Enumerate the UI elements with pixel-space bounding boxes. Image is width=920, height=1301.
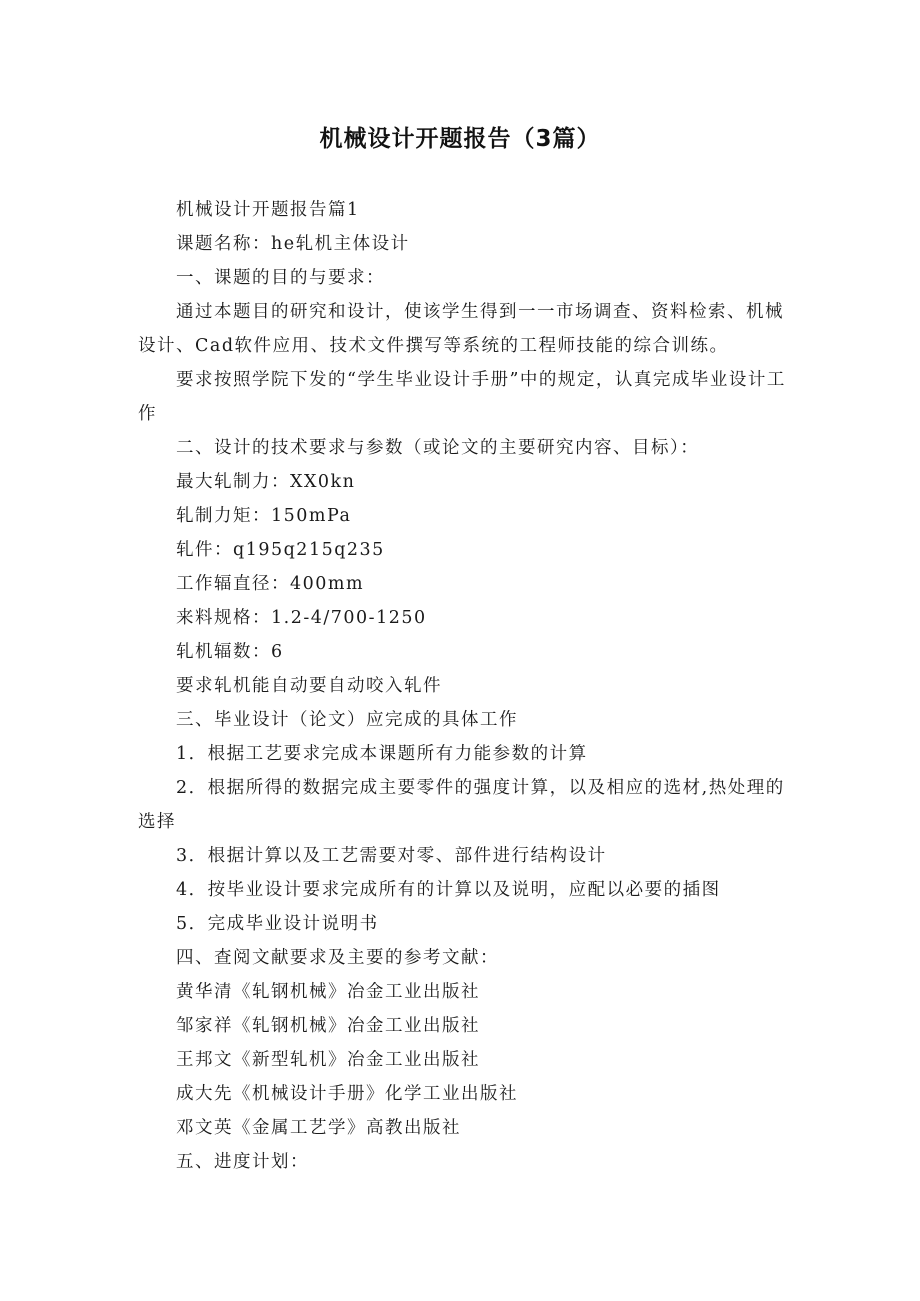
parameter-line: 轧件：q195q215q235 bbox=[176, 540, 385, 560]
parameter-line: 轧制力矩：150mPa bbox=[176, 506, 352, 526]
body-paragraph: 通过本题目的研究和设计，使该学生得到一一市场调查、资料检索、机械设计、Cad软件应用、技术文件撰写等系统的工程师技能的综合训练。 bbox=[138, 302, 784, 356]
section-heading: 三、毕业设计（论文）应完成的具体工作 bbox=[176, 710, 518, 730]
reference-item: 黄华清《轧钢机械》冶金工业出版社 bbox=[176, 982, 480, 1002]
requirement-line: 要求轧机能自动要自动咬入轧件 bbox=[176, 676, 442, 696]
reference-item: 成大先《机械设计手册》化学工业出版社 bbox=[176, 1084, 518, 1104]
work-item: 4．按毕业设计要求完成所有的计算以及说明，应配以必要的插图 bbox=[176, 880, 721, 900]
parameter-line: 工作辐直径：400mm bbox=[176, 574, 365, 594]
section-heading: 机械设计开题报告篇1 bbox=[176, 200, 360, 220]
section-heading: 一、课题的目的与要求： bbox=[176, 268, 385, 288]
parameter-line: 轧机辐数：6 bbox=[176, 642, 284, 662]
parameter-line: 来料规格：1.2-4/700-1250 bbox=[176, 608, 427, 628]
parameter-line: 最大轧制力：XX0kn bbox=[176, 472, 356, 492]
document-title: 机械设计开题报告（3篇） bbox=[319, 126, 601, 152]
reference-item: 王邦文《新型轧机》冶金工业出版社 bbox=[176, 1050, 480, 1070]
document-body bbox=[138, 193, 788, 1179]
reference-item: 邹家祥《轧钢机械》冶金工业出版社 bbox=[176, 1016, 480, 1036]
work-item: 1．根据工艺要求完成本课题所有力能参数的计算 bbox=[176, 744, 588, 764]
topic-name-line: 课题名称：he轧机主体设计 bbox=[176, 234, 410, 254]
work-item: 3．根据计算以及工艺需要对零、部件进行结构设计 bbox=[176, 846, 607, 866]
work-item: 2．根据所得的数据完成主要零件的强度计算，以及相应的选材,热处理的选择 bbox=[138, 778, 785, 832]
section-heading: 四、查阅文献要求及主要的参考文献： bbox=[176, 948, 499, 968]
body-paragraph: 要求按照学院下发的“学生毕业设计手册”中的规定，认真完成毕业设计工作 bbox=[138, 370, 786, 424]
section-heading: 二、设计的技术要求与参数（或论文的主要研究内容、目标）： bbox=[176, 438, 700, 458]
work-item: 5．完成毕业设计说明书 bbox=[176, 914, 379, 934]
section-heading: 五、进度计划： bbox=[176, 1152, 309, 1172]
reference-item: 邓文英《金属工艺学》高教出版社 bbox=[176, 1118, 461, 1138]
